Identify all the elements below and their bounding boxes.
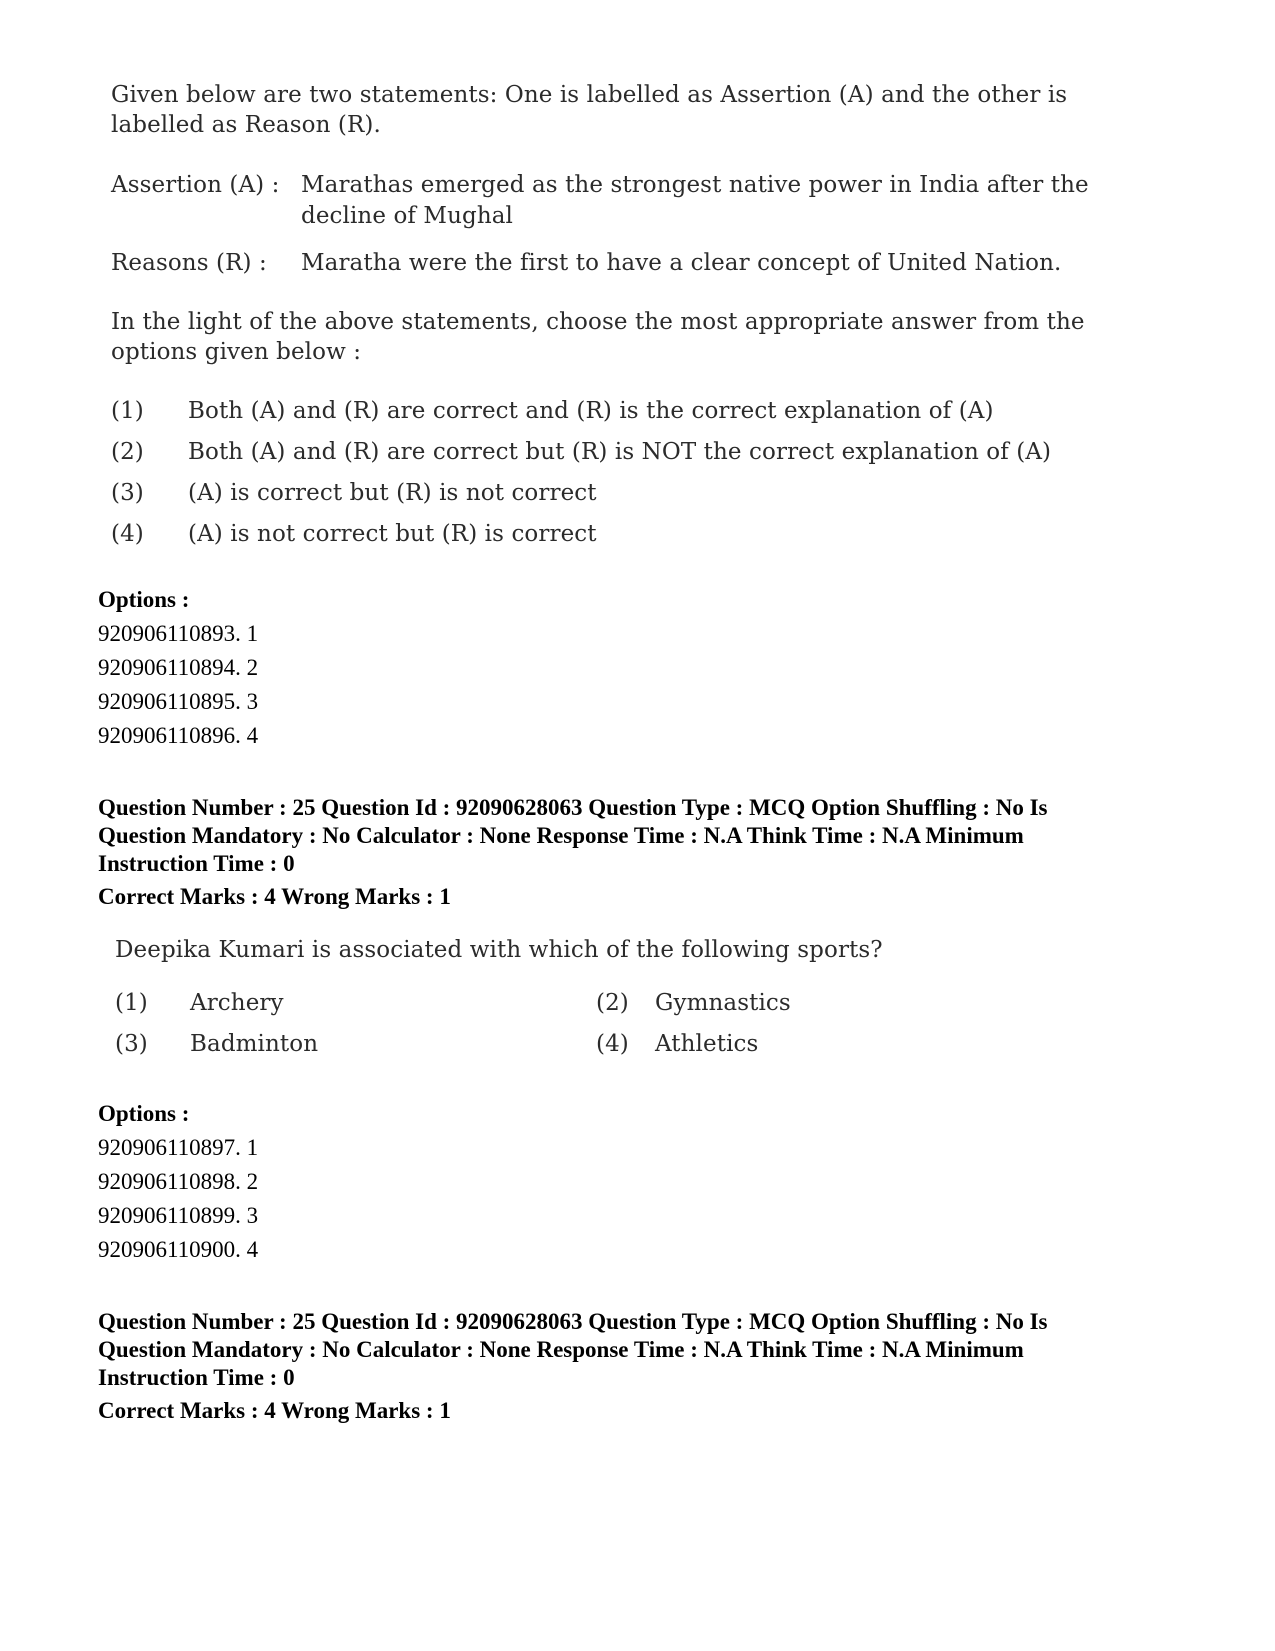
- option-id: 920906110895. 3: [98, 689, 259, 714]
- options-heading: Options :: [98, 1101, 190, 1126]
- option-id: 920906110894. 2: [98, 655, 259, 680]
- question-meta-line-2: Question Mandatory : No Calculator : None Response Time : N.A Think Time : N.A Minimum: [98, 1337, 1024, 1362]
- choice-text: Badminton: [190, 1031, 319, 1057]
- question-meta-line-1: Question Number : 25 Question Id : 92090628063 Question Type : MCQ Option Shuffling : No Is: [98, 795, 1048, 820]
- choice-number: (3): [111, 480, 144, 506]
- instruction-line-1: In the light of the above statements, choose the most appropriate answer from the: [111, 309, 1085, 335]
- intro-line-1: Given below are two statements: One is labelled as Assertion (A) and the other is: [111, 82, 1068, 108]
- question-meta-line-2: Question Mandatory : No Calculator : None Response Time : N.A Think Time : N.A Minimum: [98, 823, 1024, 848]
- option-id: 920906110899. 3: [98, 1203, 259, 1228]
- choice-text: (A) is correct but (R) is not correct: [188, 480, 597, 506]
- assertion-text-line-1: Marathas emerged as the strongest native power in India after the: [301, 172, 1089, 198]
- reason-text: Maratha were the first to have a clear concept of United Nation.: [301, 250, 1062, 276]
- question-text: Deepika Kumari is associated with which of the following sports?: [115, 937, 883, 963]
- choice-number: (2): [111, 439, 144, 465]
- choice-number: (1): [115, 990, 148, 1016]
- choice-number: (4): [111, 521, 144, 547]
- choice-number: (2): [596, 990, 629, 1016]
- choice-text: Both (A) and (R) are correct and (R) is the correct explanation of (A): [188, 398, 994, 424]
- choice-number: (4): [596, 1031, 629, 1057]
- assertion-text-line-2: decline of Mughal: [301, 203, 514, 229]
- question-meta-line-3: Instruction Time : 0: [98, 1365, 295, 1390]
- option-id: 920906110893. 1: [98, 621, 259, 646]
- intro-line-2: labelled as Reason (R).: [111, 112, 381, 138]
- choice-number: (1): [111, 398, 144, 424]
- marks-line: Correct Marks : 4 Wrong Marks : 1: [98, 1398, 451, 1423]
- question-meta-line-3: Instruction Time : 0: [98, 851, 295, 876]
- choice-number: (3): [115, 1031, 148, 1057]
- assertion-label: Assertion (A) :: [111, 172, 280, 198]
- choice-text: Archery: [190, 990, 284, 1016]
- option-id: 920906110898. 2: [98, 1169, 259, 1194]
- choice-text: Athletics: [655, 1031, 759, 1057]
- option-id: 920906110900. 4: [98, 1237, 259, 1262]
- instruction-line-2: options given below :: [111, 339, 362, 365]
- options-heading: Options :: [98, 587, 190, 612]
- choice-text: (A) is not correct but (R) is correct: [188, 521, 597, 547]
- question-meta-line-1: Question Number : 25 Question Id : 92090628063 Question Type : MCQ Option Shuffling : No Is: [98, 1309, 1048, 1334]
- marks-line: Correct Marks : 4 Wrong Marks : 1: [98, 884, 451, 909]
- choice-text: Both (A) and (R) are correct but (R) is NOT the correct explanation of (A): [188, 439, 1052, 465]
- choice-text: Gymnastics: [655, 990, 791, 1016]
- reason-label: Reasons (R) :: [111, 250, 267, 276]
- option-id: 920906110897. 1: [98, 1135, 259, 1160]
- option-id: 920906110896. 4: [98, 723, 259, 748]
